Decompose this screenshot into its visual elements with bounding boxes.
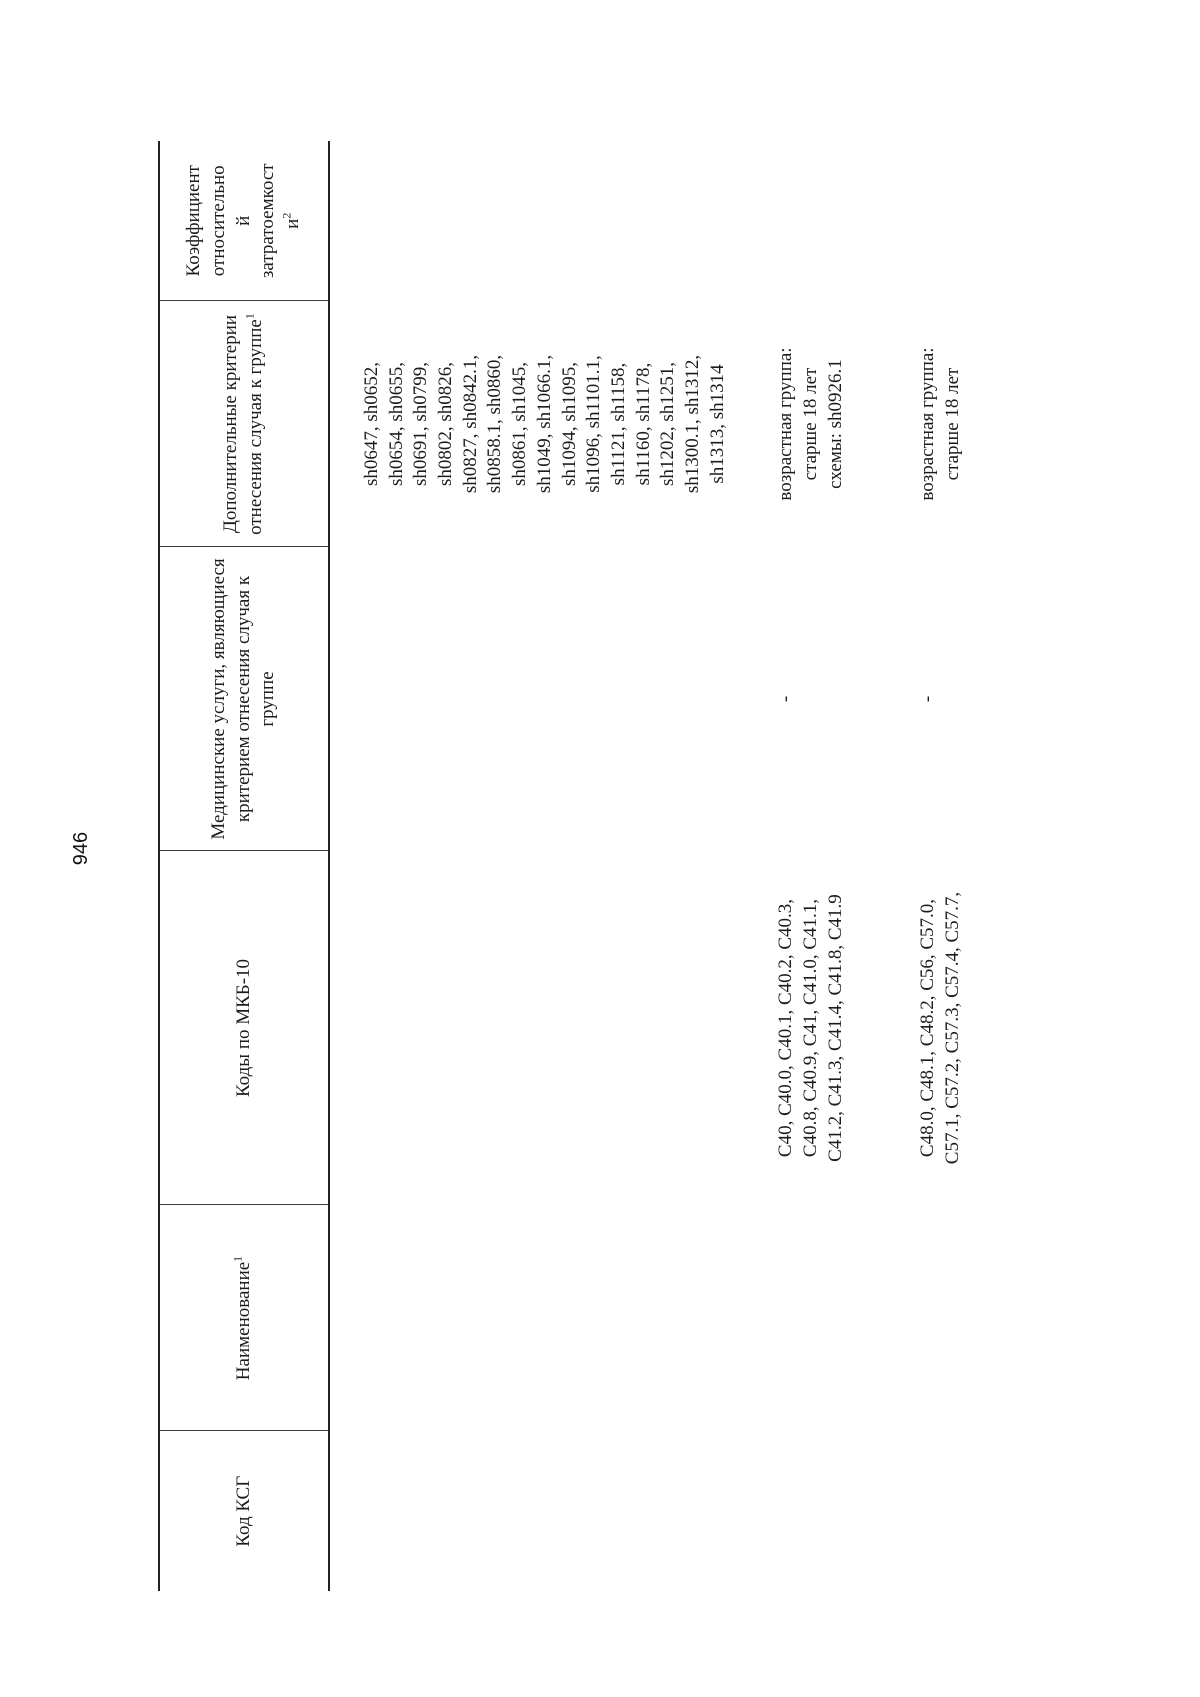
cell-name — [914, 1205, 967, 1431]
cell-criteria: sh0647, sh0652, sh0654, sh0655, sh0691, sh0799, sh0802, sh0826, sh0827, sh0842.1, sh0858.1, sh0860, sh0861, sh1045, sh1049, sh1066.1, sh1094, sh1095, sh1096, sh1101.1, sh1121, sh1158, sh1160, sh1178, sh1202, sh1251, sh1300.1, sh1312, sh1313, sh1314 — [361, 354, 728, 494]
cell-services — [358, 547, 732, 851]
cell-name — [358, 1205, 732, 1431]
header-coefficient: Коэффициент относительно й затратоемкост $и^2$ — [159, 141, 329, 301]
footnote-marker: 1 — [242, 313, 257, 320]
cell-services: - — [917, 695, 939, 703]
spacer-row — [732, 141, 772, 1591]
header-name: Наименование$^1$ — [159, 1205, 329, 1431]
table-header-row — [159, 141, 329, 1591]
header-criteria: Дополнительные критерии отнесения случая к группе$^1$ — [159, 301, 329, 547]
footnote-marker: 2 — [279, 212, 294, 219]
header-services: Медицинские услуги, являющиеся критерием отнесения случая к группе — [159, 547, 329, 851]
cell-icd10: C48.0, C48.1, C48.2, C56, C57.0, C57.1, C57.2, C57.3, C57.4, C57.7, — [917, 891, 964, 1165]
cell-criteria: возрастная группа: старше 18 лет — [917, 347, 964, 501]
cell-coefficient — [358, 141, 732, 301]
ksg-table — [158, 141, 968, 1591]
cell-coefficient — [772, 141, 850, 301]
table-row — [772, 141, 850, 1591]
cell-ksg-code — [358, 1431, 732, 1591]
cell-icd10: C40, C40.0, C40.1, C40.2, C40.3, C40.8, C40.9, C41, C41.0, C41.1, C41.2, C41.3, C41.4, C41.8, C41.9 — [775, 894, 846, 1162]
cell-name — [772, 1205, 850, 1431]
footnote-marker: 1 — [230, 1255, 245, 1262]
table-row — [914, 141, 967, 1591]
cell-ksg-code — [914, 1431, 967, 1591]
header-ksg-code: Код КСГ — [159, 1431, 329, 1591]
page-number: 946 — [70, 831, 92, 866]
cell-ksg-code — [772, 1431, 850, 1591]
cell-icd10 — [358, 851, 732, 1205]
table-row — [358, 141, 732, 1591]
cell-coefficient — [914, 141, 967, 301]
spacer-row — [329, 141, 358, 1591]
cell-criteria: возрастная группа: старше 18 лет схемы: sh0926.1 — [775, 347, 846, 501]
cell-services: - — [775, 695, 797, 703]
header-icd10: Коды по МКБ-10 — [159, 851, 329, 1205]
spacer-row — [850, 141, 914, 1591]
